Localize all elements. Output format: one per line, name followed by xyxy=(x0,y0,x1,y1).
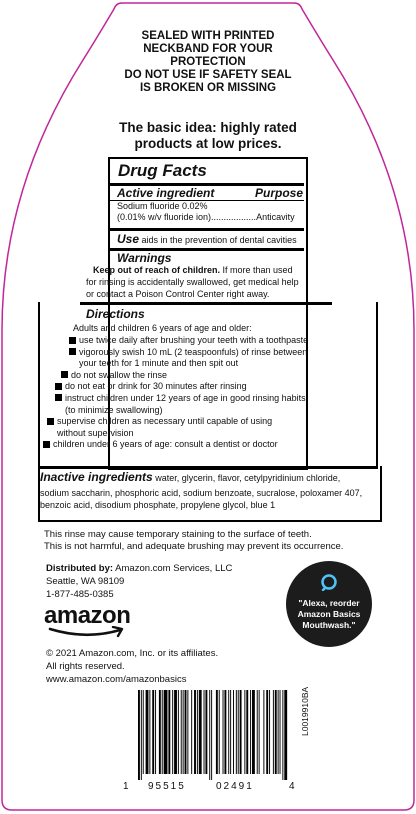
staining-line-2: This is not harmful, and adequate brushing may prevent its occurrence. xyxy=(44,541,344,552)
seal-line-3: PROTECTION xyxy=(170,56,246,68)
barcode-left-group: 95515 xyxy=(148,781,186,792)
barcode-lead-digit: 1 xyxy=(123,781,129,792)
seal-line-1: SEALED WITH PRINTED xyxy=(141,30,275,42)
inactive-line-3: benzoic acid, disodium phosphate, propylene glycol, blue 1 xyxy=(40,500,276,510)
active-ingredient-text: (0.01% w/v fluoride ion) xyxy=(117,212,212,222)
copyright-line-1: © 2021 Amazon.com, Inc. or its affiliates. xyxy=(46,648,219,659)
barcode-bar xyxy=(230,690,231,774)
list-item: use twice daily after brushing your teeth with a toothpaste xyxy=(55,335,308,347)
barcode-bar xyxy=(178,690,179,774)
tagline-line-1: The basic idea: highly rated xyxy=(119,120,297,135)
barcode-bar xyxy=(280,690,281,774)
warnings-heading: Warnings xyxy=(117,251,172,265)
barcode-bar xyxy=(205,690,207,774)
lot-code: L0019910BA xyxy=(300,686,310,736)
copyright-line-2: All rights reserved. xyxy=(46,661,125,672)
active-section-rule xyxy=(110,228,304,231)
list-item: vigorously swish 10 mL (2 teaspoonfuls) of rinse between xyxy=(55,347,308,359)
barcode-bar xyxy=(278,690,279,774)
warnings-bold: Keep out of reach of children. xyxy=(93,265,221,275)
barcode-bar xyxy=(257,690,258,774)
barcode-bar xyxy=(233,690,234,774)
list-item: children under 6 years of age: consult a dentist or doctor xyxy=(43,439,308,451)
barcode-bar xyxy=(199,690,202,774)
warnings-line-1 xyxy=(93,265,293,277)
barcode-bar xyxy=(275,690,277,774)
smile-arrow-icon xyxy=(46,626,146,640)
barcode-bar xyxy=(252,690,255,774)
barcode-bar xyxy=(181,690,182,774)
seal-line-2: NECKBAND FOR YOUR xyxy=(143,43,273,55)
distributor-name: Amazon.com Services, LLC xyxy=(115,563,233,574)
purpose-text: Anticavity xyxy=(256,212,295,222)
barcode-bar xyxy=(224,690,226,774)
list-item: do not eat or drink for 30 minutes after rinsing xyxy=(55,381,308,393)
barcode-bar xyxy=(152,690,154,774)
amazon-wordmark: amazon xyxy=(44,602,131,629)
barcode-bar xyxy=(228,690,229,774)
tagline xyxy=(0,120,416,152)
drug-facts-title: Drug Facts xyxy=(118,161,207,180)
alexa-line-3: Mouthwash." xyxy=(302,620,356,630)
barcode-check-digit: 4 xyxy=(289,781,295,792)
list-item: instruct children under 12 years of age in good rinsing habits xyxy=(55,393,308,405)
barcode-bar xyxy=(269,690,270,774)
staining-line-1: This rinse may cause temporary staining to the surface of teeth. xyxy=(44,529,312,540)
barcode-bar xyxy=(219,690,220,774)
safety-seal-notice xyxy=(0,30,416,95)
list-item: do not swallow the rinse xyxy=(55,370,308,382)
directions-frame xyxy=(38,302,378,466)
directions-section-rule xyxy=(38,466,378,469)
seal-line-5: IS BROKEN OR MISSING xyxy=(139,82,277,94)
warnings-line-1-rest: If more than used xyxy=(222,265,293,275)
barcode-bar xyxy=(240,690,242,774)
active-ingredient-heading: Active ingredient xyxy=(117,186,215,200)
list-item: your teeth for 1 minute and then spit out xyxy=(79,358,239,369)
inactive-text-1: water, glycerin, flavor, cetylpyridinium chloride, xyxy=(155,473,341,483)
amazon-logo xyxy=(44,603,154,643)
distributor-phone: 1-877-485-0385 xyxy=(46,589,114,600)
purpose-heading: Purpose xyxy=(255,186,304,200)
seal-line-4: DO NOT USE IF SAFETY SEAL xyxy=(124,69,292,81)
barcode-bar xyxy=(164,690,168,774)
alexa-line-1: "Alexa, reorder xyxy=(298,598,360,608)
inactive-heading: Inactive ingredients xyxy=(40,470,153,484)
barcode-bar xyxy=(244,690,245,774)
barcode-bar xyxy=(223,690,224,774)
barcode-bar xyxy=(174,690,177,774)
inactive-line-2: sodium saccharin, phosphoric acid, sodium benzoate, sucralose, poloxamer 407, xyxy=(40,488,363,498)
list-item: (to minimize swallowing) xyxy=(65,404,163,415)
alexa-reorder-badge xyxy=(286,561,372,647)
alexa-line-2: Amazon Basics xyxy=(297,609,361,619)
barcode-bar xyxy=(172,690,173,774)
active-ingredient-line-1: Sodium fluoride 0.02% xyxy=(117,201,208,211)
distributor-label: Distributed by: xyxy=(46,563,114,574)
barcode-bar xyxy=(149,690,150,774)
barcode-bar xyxy=(146,690,149,774)
barcode-bar xyxy=(216,690,218,774)
barcode-bar xyxy=(168,690,170,774)
barcode-right-group: 02491 xyxy=(216,781,254,792)
barcode-bar xyxy=(238,690,239,774)
barcode-bar xyxy=(194,690,196,774)
warnings-line-2: for rinsing is accidentally swallowed, get medical help xyxy=(86,277,299,287)
barcode-bar xyxy=(159,690,161,774)
barcode-bar xyxy=(141,690,142,780)
barcode-bar xyxy=(211,690,212,780)
barcode-bar xyxy=(209,690,210,780)
tagline-line-2: products at low prices. xyxy=(134,136,282,151)
active-ingredient-line-2 xyxy=(117,212,295,223)
barcode-bar xyxy=(246,690,248,774)
alexa-ring-icon xyxy=(320,573,338,591)
barcode-bar xyxy=(187,690,188,774)
barcode-bar xyxy=(273,690,274,774)
barcode-bar xyxy=(138,690,140,780)
barcode-bar xyxy=(185,690,187,774)
barcode-bar xyxy=(259,690,260,774)
barcode-bar xyxy=(162,690,163,774)
distributor-city: Seattle, WA 98109 xyxy=(46,576,125,587)
barcode-bar xyxy=(204,690,205,774)
barcode-bar xyxy=(266,690,268,774)
use-text: aids in the prevention of dental cavities xyxy=(141,235,297,245)
barcode-bar xyxy=(155,690,156,774)
barcode-bar xyxy=(284,690,287,780)
barcode xyxy=(138,690,288,780)
barcode-bar xyxy=(236,690,237,774)
leader-dots: .................. xyxy=(211,212,257,222)
directions-intro: Adults and children 6 years of age and older: xyxy=(73,323,252,333)
list-item: supervise children as necessary until capable of using xyxy=(47,416,308,428)
barcode-bar xyxy=(183,690,184,774)
warnings-line-3: or contact a Poison Control Center right away. xyxy=(86,289,270,299)
use-line xyxy=(117,232,297,247)
inactive-line-1 xyxy=(40,471,340,484)
barcode-bar xyxy=(282,690,283,780)
barcode-bar xyxy=(143,690,144,774)
distributor-line xyxy=(46,563,232,575)
barcode-bar xyxy=(191,690,192,774)
directions-heading: Directions xyxy=(86,307,145,321)
website: www.amazon.com/amazonbasics xyxy=(46,674,187,685)
list-item: without supervision xyxy=(57,427,134,438)
use-heading: Use xyxy=(117,232,140,246)
barcode-bar xyxy=(263,690,264,774)
barcode-bar xyxy=(250,690,251,774)
barcode-bar xyxy=(197,690,198,774)
